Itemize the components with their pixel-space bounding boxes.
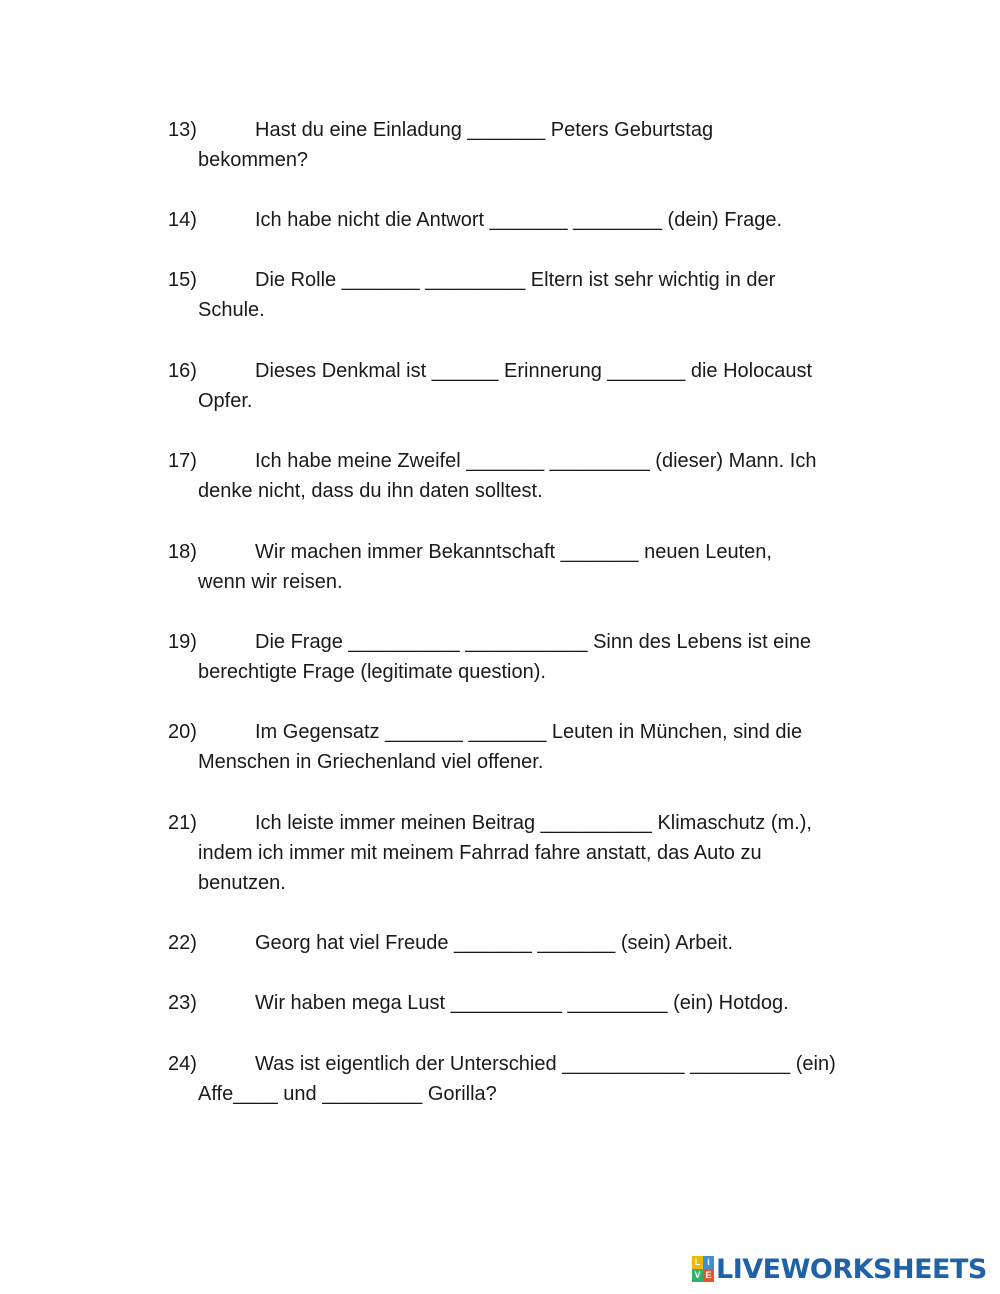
question-text: Hast du eine Einladung _______ Peters Geburtstag <box>255 119 714 141</box>
question-number: 17) <box>168 450 197 472</box>
question-text: Ich leiste immer meinen Beitrag __________ Klimaschutz (m.), <box>255 812 812 834</box>
question-continuation: Schule. <box>198 299 265 321</box>
question-text: Wir machen immer Bekanntschaft _______ neuen Leuten, <box>255 541 772 563</box>
question-number: 19) <box>168 631 197 653</box>
question-continuation: denke nicht, dass du ihn daten solltest. <box>198 480 543 502</box>
question-text: Georg hat viel Freude _______ _______ (sein) Arbeit. <box>255 932 734 954</box>
question-text: Ich habe nicht die Antwort _______ ________ (dein) Frage. <box>255 209 783 231</box>
liveworksheets-logo[interactable] <box>692 1254 987 1284</box>
question-text: Was ist eigentlich der Unterschied ___________ _________ (ein) <box>255 1053 836 1075</box>
question-number: 21) <box>168 812 197 834</box>
question-continuation: wenn wir reisen. <box>198 571 343 593</box>
question-text: Wir haben mega Lust __________ _________ (ein) Hotdog. <box>255 992 789 1014</box>
question-text: Im Gegensatz _______ _______ Leuten in München, sind die <box>255 721 803 743</box>
question-number: 24) <box>168 1053 197 1075</box>
question-number: 20) <box>168 721 197 743</box>
logo-text: LIVEWORKSHEETS <box>716 1253 987 1285</box>
question-number: 14) <box>168 209 197 231</box>
question-number: 23) <box>168 992 197 1014</box>
question-continuation: Opfer. <box>198 390 253 412</box>
question-number: 18) <box>168 541 197 563</box>
question-text: Dieses Denkmal ist ______ Erinnerung _______ die Holocaust <box>255 360 813 382</box>
question-number: 22) <box>168 932 197 954</box>
question-continuation: benutzen. <box>198 872 286 894</box>
question-number: 16) <box>168 360 197 382</box>
question-number: 13) <box>168 119 197 141</box>
question-number: 15) <box>168 269 197 291</box>
question-text: Die Frage __________ ___________ Sinn des Lebens ist eine <box>255 631 811 653</box>
question-text: Ich habe meine Zweifel _______ _________ (dieser) Mann. Ich <box>255 450 817 472</box>
question-continuation: indem ich immer mit meinem Fahrrad fahre anstatt, das Auto zu <box>198 842 762 864</box>
question-continuation: berechtigte Frage (legitimate question). <box>198 661 546 683</box>
question-continuation: Affe____ und _________ Gorilla? <box>198 1083 497 1105</box>
question-continuation: Menschen in Griechenland viel offener. <box>198 751 544 773</box>
question-continuation: bekommen? <box>198 149 309 171</box>
logo-mark-icon: L i V E <box>692 1256 714 1282</box>
question-text: Die Rolle _______ _________ Eltern ist sehr wichtig in der <box>255 269 776 291</box>
